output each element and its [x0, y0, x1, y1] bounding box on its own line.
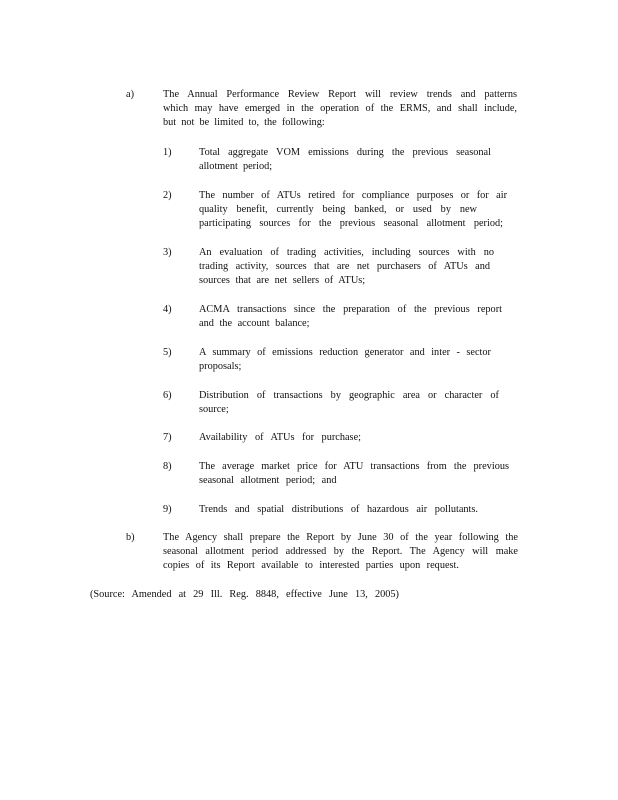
section-b-marker: b)	[126, 532, 135, 543]
item-2-marker: 2)	[163, 190, 172, 201]
section-b-line: The Agency shall prepare the Report by June 30 of the year following the	[163, 532, 518, 543]
item-6-marker: 6)	[163, 390, 172, 401]
item-4-marker: 4)	[163, 304, 172, 315]
item-5-marker: 5)	[163, 347, 172, 358]
section-a-line: but not be limited to, the following:	[163, 117, 325, 128]
item-6-line: source;	[199, 404, 229, 415]
item-3-line: An evaluation of trading activities, including sources with no	[199, 247, 494, 258]
item-9-marker: 9)	[163, 504, 172, 515]
item-3-line: sources that are net sellers of ATUs;	[199, 275, 366, 286]
item-2-line: quality benefit, currently being banked, or used by new	[199, 204, 477, 215]
item-6-line: Distribution of transactions by geographic area or character of	[199, 390, 499, 401]
item-2-line: participating sources for the previous seasonal allotment period;	[199, 218, 503, 229]
item-4-line: ACMA transactions since the preparation of the previous report	[199, 304, 502, 315]
item-1-marker: 1)	[163, 147, 172, 158]
item-8-line: The average market price for ATU transactions from the previous	[199, 461, 509, 472]
section-b-line: copies of its Report available to interested parties upon request.	[163, 560, 459, 571]
item-7-line: Availability of ATUs for purchase;	[199, 432, 361, 443]
source-note: (Source: Amended at 29 Ill. Reg. 8848, effective June 13, 2005)	[90, 589, 399, 600]
item-8-line: seasonal allotment period; and	[199, 475, 337, 486]
item-8-marker: 8)	[163, 461, 172, 472]
item-5-line: A summary of emissions reduction generator and inter - sector	[199, 347, 491, 358]
item-1-line: allotment period;	[199, 161, 273, 172]
item-3-marker: 3)	[163, 247, 172, 258]
item-4-line: and the account balance;	[199, 318, 310, 329]
item-9-line: Trends and spatial distributions of hazardous air pollutants.	[199, 504, 478, 515]
item-1-line: Total aggregate VOM emissions during the previous seasonal	[199, 147, 491, 158]
section-a-marker: a)	[126, 89, 134, 100]
item-7-marker: 7)	[163, 432, 172, 443]
section-b-line: seasonal allotment period addressed by the Report. The Agency will make	[163, 546, 518, 557]
section-a-line: The Annual Performance Review Report will review trends and patterns	[163, 89, 517, 100]
section-a-line: which may have emerged in the operation of the ERMS, and shall include,	[163, 103, 517, 114]
item-3-line: trading activity, sources that are net purchasers of ATUs and	[199, 261, 490, 272]
item-5-line: proposals;	[199, 361, 242, 372]
item-2-line: The number of ATUs retired for compliance purposes or for air	[199, 190, 507, 201]
